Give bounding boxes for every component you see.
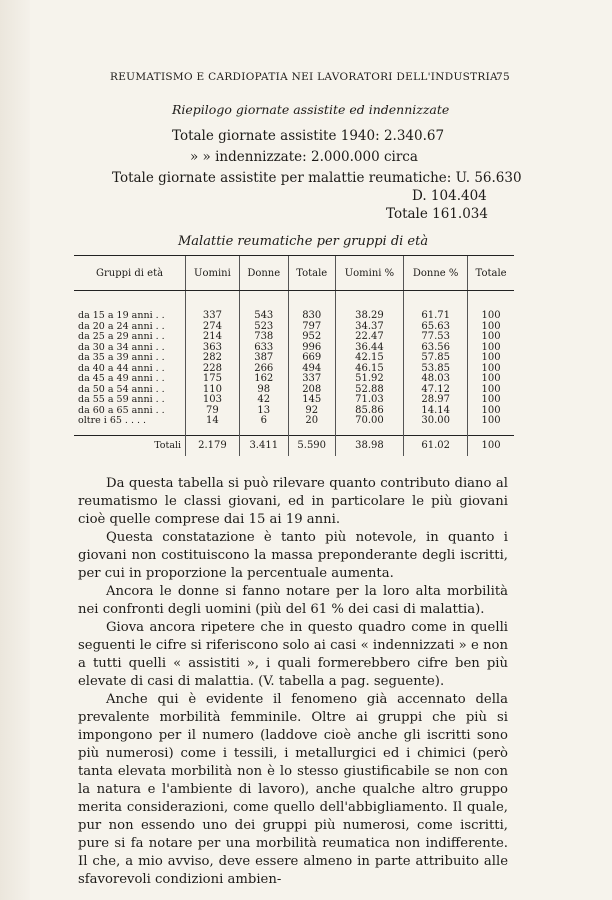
table-cell: 38.98 [335,435,404,456]
table-cell: 36.44 [335,343,404,354]
table-cell: 797 [288,322,335,333]
table-cell: 2.179 [186,435,240,456]
age-group-table [74,255,514,456]
table-cell: 523 [239,322,288,333]
table-row [74,332,514,343]
table-cell: da 55 a 59 anni . . [78,394,165,405]
summary-line-2: » » indennizzate: 2.000.000 circa [190,149,418,165]
table-cell: 145 [288,395,335,406]
paragraph: Anche qui è evidente il fenomeno già accennato della prevalente morbilità femminile. Oltre ai gruppi che più si impongono per il numero (laddove cioè anche gli iscritti sono più numerosi) come i tessili, i metallurgici ed i chimici (però tanta elevata morbilità non è lo stesso giustificabile se non con la natura e l'ambiente di lavoro), anche qualche altro gruppo merita considerazioni, come quello dell'abbigliamento. Il quale, pur non essendo uno dei gruppi più numerosi, come iscritti, pure si fa notare per una morbilità reumatica non indifferente. Il che, a mio avviso, deve essere almeno in parte attribuito alle sfavorevoli condizioni ambien- [78,692,508,887]
table-cell: oltre i 65 . . . . [78,415,147,426]
table-totals-row [74,435,514,456]
table-row [74,395,514,406]
table-cell: 363 [186,343,240,354]
table-cell: 669 [288,353,335,364]
table-cell: 214 [186,332,240,343]
table-cell: 100 [468,364,514,375]
col-header: Donne % [404,256,468,291]
table-cell: 633 [239,343,288,354]
summary-line-3: Totale giornate assistite per malattie reumatiche: U. 56.630 [112,170,522,186]
table-cell: 28.97 [404,395,468,406]
paragraph: Questa constatazione è tanto più notevole, in quanto i giovani non costituiscono la massa preponderante degli iscritti, per cui in proporzione la percentuale aumenta. [78,530,508,581]
table-cell: 34.37 [335,322,404,333]
table-cell: 100 [468,322,514,333]
table-cell: 274 [186,322,240,333]
table-cell: 92 [288,406,335,417]
table-cell: da 15 a 19 anni . . [78,310,165,321]
summary-line-1: Totale giornate assistite 1940: 2.340.67 [172,128,445,144]
table-cell: 110 [186,385,240,396]
table-cell: 61.71 [404,291,468,322]
table-cell: da 20 a 24 anni . . [78,320,165,332]
table-cell: 85.86 [335,406,404,417]
table-cell: 20 [288,416,335,435]
table-cell: da 30 a 34 anni . . [78,341,165,353]
table-cell: Totali [74,435,186,456]
table-cell: 100 [468,435,514,456]
table-cell: da 40 a 44 anni . . [78,362,165,374]
table-cell: 13 [239,406,288,417]
table-cell: 100 [468,291,514,322]
summary-line-4: D. 104.404 [412,188,487,204]
table-cell: 46.15 [335,364,404,375]
table-cell: 337 [288,374,335,385]
table-cell: 98 [239,385,288,396]
table-cell: 70.00 [335,416,404,435]
table-cell: 100 [468,332,514,343]
col-header: Totale [288,256,335,291]
table-cell: 100 [468,374,514,385]
table-cell: 53.85 [404,364,468,375]
col-header: Uomini [186,256,240,291]
table-cell: 387 [239,353,288,364]
table-cell: 100 [468,353,514,364]
paragraph: Giova ancora ripetere che in questo quadro come in quelli seguenti le cifre si riferiscono solo ai casi « indennizzati » e non a tutti quelli « assistiti », i quali formerebbero cifre ben più elevate di casi di malattia. (V. tabella a pag. seguente). [78,620,508,689]
table-cell: 22.47 [335,332,404,343]
table-cell: 100 [468,406,514,417]
table-cell: 100 [468,395,514,406]
table-cell: 830 [288,291,335,322]
table-cell: 175 [186,374,240,385]
table-cell: 494 [288,364,335,375]
table-cell: 103 [186,395,240,406]
page-gutter [0,0,30,900]
table-cell: 79 [186,406,240,417]
table-cell: da 60 a 65 anni . . [78,404,165,416]
table-cell: 52.88 [335,385,404,396]
table-cell: 42 [239,395,288,406]
table-cell: 100 [468,416,514,435]
running-head-title: REUMATISMO E CARDIOPATIA NEI LAVORATORI DELL'INDUSTRIA [110,71,498,83]
table-cell: 6 [239,416,288,435]
table-cell: 42.15 [335,353,404,364]
table-cell: 63.56 [404,343,468,354]
body-text [78,475,508,889]
table-row [74,291,514,322]
table-cell: 61.02 [404,435,468,456]
table-cell: 38.29 [335,291,404,322]
table-cell: 952 [288,332,335,343]
table-cell: 57.85 [404,353,468,364]
page-number: 75 [496,71,510,83]
table-cell: 337 [186,291,240,322]
table-cell: da 35 a 39 anni . . [78,352,165,363]
table-cell: 996 [288,343,335,354]
table-row [74,416,514,435]
table-cell: 543 [239,291,288,322]
paragraph: Ancora le donne si fanno notare per la loro alta morbilità nei confronti degli uomini (più del 61 % dei casi di malattia). [78,584,508,617]
table-cell: 208 [288,385,335,396]
table-cell: 77.53 [404,332,468,343]
table-cell: da 45 a 49 anni . . [78,373,165,384]
summary-line-5: Totale 161.034 [386,206,488,222]
table-row [74,353,514,364]
table-cell: 266 [239,364,288,375]
table-cell: 738 [239,332,288,343]
col-header: Gruppi di età [74,256,186,291]
table-cell: da 25 a 29 anni . . [78,331,165,342]
table-cell: 282 [186,353,240,364]
table-cell: 65.63 [404,322,468,333]
table-cell: 30.00 [404,416,468,435]
table-caption: Malattie reumatiche per gruppi di età [178,234,429,249]
table-cell: 3.411 [239,435,288,456]
table-cell: 14.14 [404,406,468,417]
table-row [74,374,514,385]
table-cell: 71.03 [335,395,404,406]
col-header: Donne [239,256,288,291]
table-cell: 100 [468,385,514,396]
table-cell: 100 [468,343,514,354]
table-cell: 14 [186,416,240,435]
summary-title: Riepilogo giornate assistite ed indennizzate [172,102,450,117]
table-cell: 47.12 [404,385,468,396]
table-cell: 228 [186,364,240,375]
table-cell: 5.590 [288,435,335,456]
table-cell: da 50 a 54 anni . . [78,383,165,395]
col-header: Totale [468,256,514,291]
table-cell: 51.92 [335,374,404,385]
paragraph: Da questa tabella si può rilevare quanto contributo diano al reumatismo le classi giovani, ed in particolare le più giovani cioè quelle comprese dai 15 ai 19 anni. [78,476,508,527]
table-cell: 48.03 [404,374,468,385]
col-header: Uomini % [335,256,404,291]
table-cell: 162 [239,374,288,385]
table-header-row [74,256,514,291]
